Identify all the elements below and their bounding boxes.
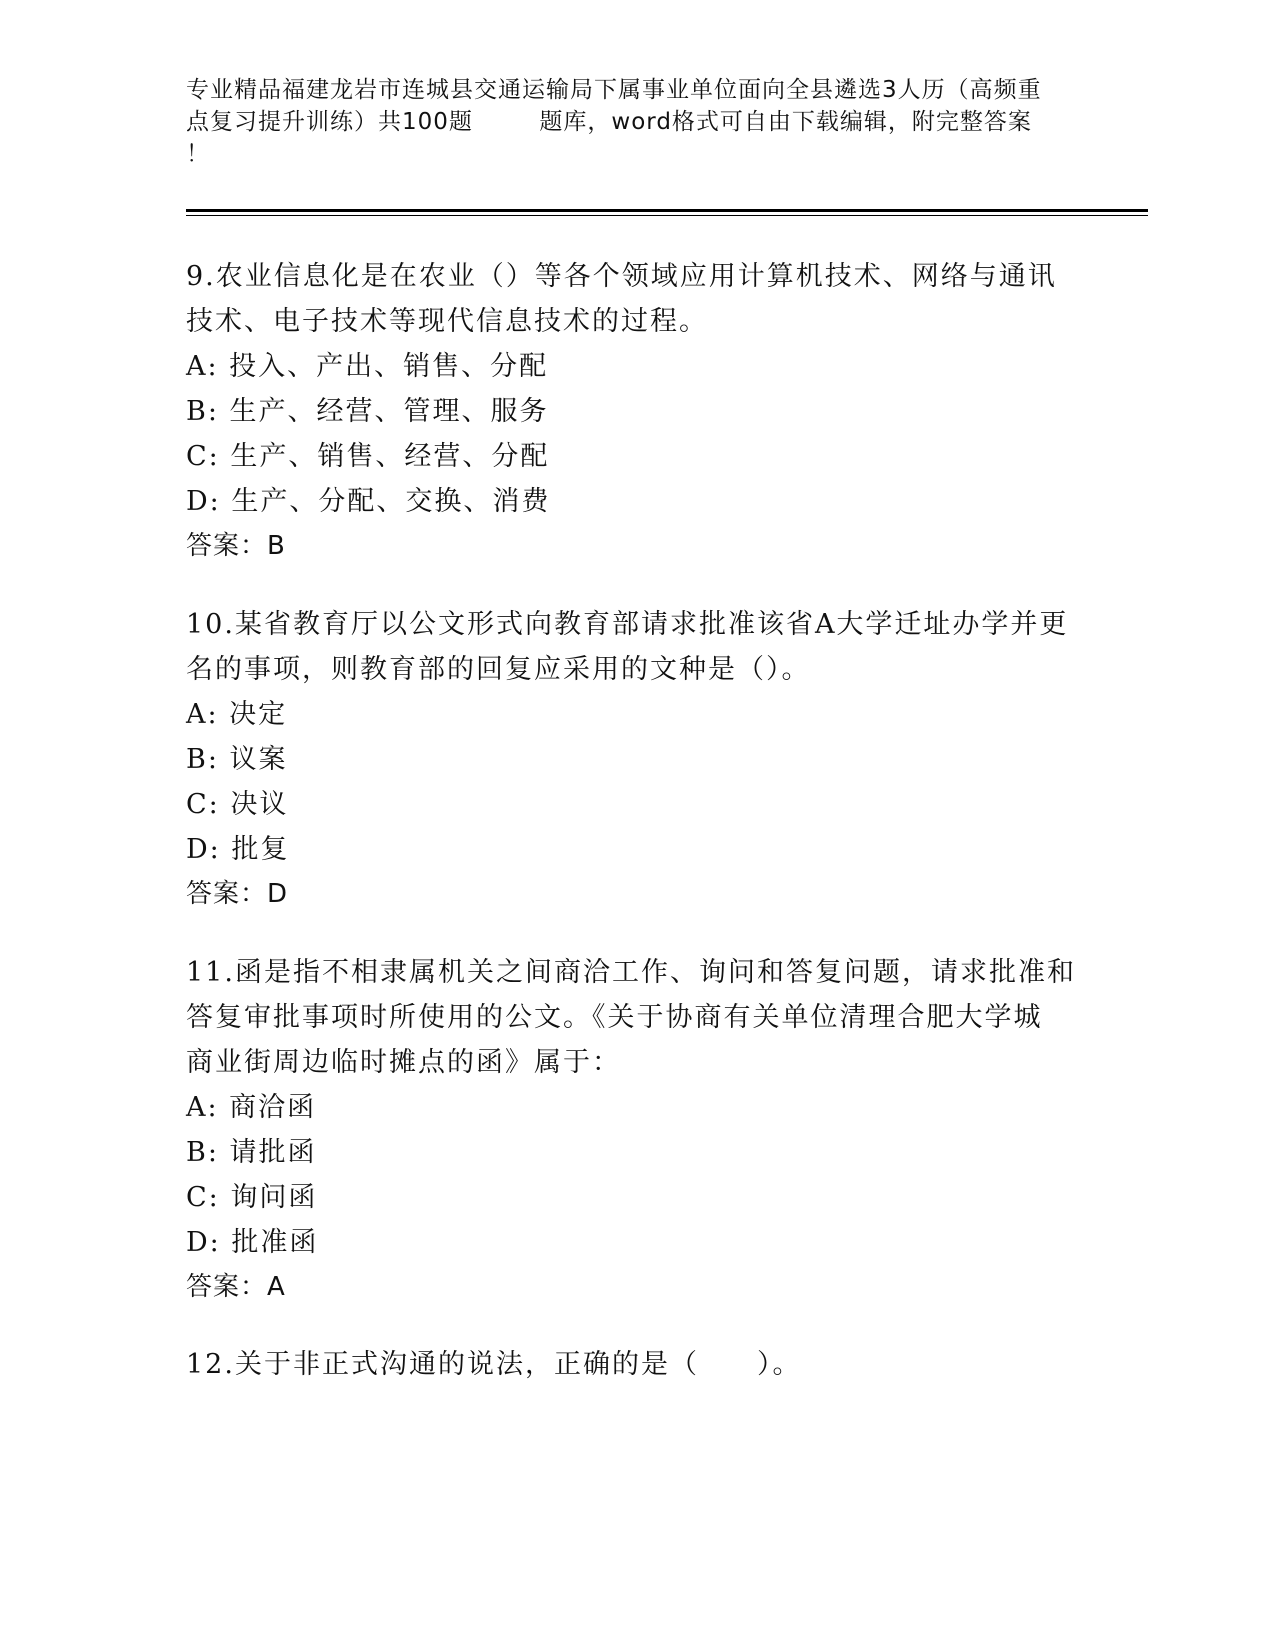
question-12 (186, 1342, 1086, 1387)
document-header (186, 74, 1086, 170)
question-text: 12.关于非正式沟通的说法，正确的是（ ）。 (186, 1349, 802, 1380)
option-c: C: 生产、销售、经营、分配 (186, 441, 550, 472)
option-a: A: 商洽函 (186, 1092, 317, 1123)
answer: 答案：D (186, 879, 289, 909)
option-d: D: 生产、分配、交换、消费 (186, 486, 551, 517)
option-c: C: 询问函 (186, 1182, 318, 1213)
option-b: B: 请批函 (186, 1137, 317, 1168)
option-b: B: 生产、经营、管理、服务 (186, 396, 549, 427)
question-text: 10.某省教育厅以公文形式向教育部请求批准该省A大学迁址办学并更 (186, 609, 1069, 640)
header-line: 专业精品福建龙岩市连城县交通运输局下属事业单位面向全县遴选3人历（高频重 (186, 77, 1042, 103)
question-text: 答复审批事项时所使用的公文。《关于协商有关单位清理合肥大学城 (186, 1002, 1043, 1033)
answer: 答案：A (186, 1272, 286, 1302)
option-d: D: 批复 (186, 834, 290, 865)
option-a: A: 决定 (186, 699, 288, 730)
answer: 答案：B (186, 531, 286, 561)
question-text: 技术、电子技术等现代信息技术的过程。 (186, 306, 708, 337)
question-text: 9.农业信息化是在农业（）等各个领域应用计算机技术、网络与通讯 (186, 261, 1057, 292)
option-b: B: 议案 (186, 744, 288, 775)
option-a: A: 投入、产出、销售、分配 (186, 351, 549, 382)
question-10 (186, 602, 1086, 917)
question-text: 名的事项，则教育部的回复应采用的文种是（）。 (186, 654, 811, 685)
header-divider-thick (186, 209, 1148, 212)
option-d: D: 批准函 (186, 1227, 319, 1258)
question-9 (186, 254, 1086, 569)
question-text: 11.函是指不相隶属机关之间商洽工作、询问和答复问题，请求批准和 (186, 957, 1076, 988)
question-text: 商业街周边临时摊点的函》属于： (186, 1047, 621, 1078)
header-divider-thin (186, 215, 1148, 216)
option-c: C: 决议 (186, 789, 289, 820)
header-line: 点复习提升训练）共100题 题库，word格式可自由下载编辑，附完整答案 (186, 109, 1032, 135)
question-11 (186, 950, 1086, 1310)
header-line: ！ (186, 141, 210, 167)
